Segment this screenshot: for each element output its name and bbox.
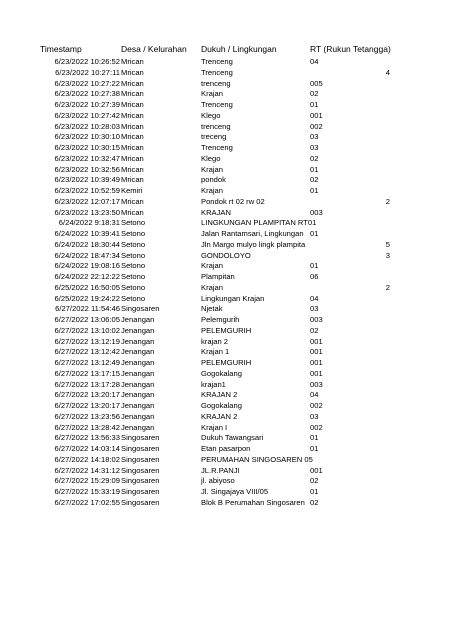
cell-dukuh: KRAJAN [201,207,231,217]
cell-desa: Singosaren [121,454,160,464]
cell-desa: Mrican [121,67,144,77]
header-desa: Desa / Kelurahan [121,44,187,54]
table-row [0,208,474,219]
cell-dukuh: treceng [201,132,227,142]
cell-desa: Jenangan [121,379,155,389]
cell-rt: 02 [310,497,319,507]
cell-desa: Mrican [121,100,144,109]
cell-dukuh: Krajan I [201,422,228,432]
cell-rt: 02 [310,175,319,185]
cell-timestamp: 6/25/2022 16:50:05 [54,282,120,292]
cell-dukuh: Krajan [201,164,223,174]
table-row [0,358,474,369]
cell-dukuh: Trenceng [201,143,233,152]
cell-desa: Setono [121,250,146,260]
cell-timestamp: 6/23/2022 10:27:22 [54,78,120,88]
cell-desa: Jenangan [121,411,155,421]
cell-timestamp: 6/23/2022 10:27:42 [54,110,120,120]
cell-dukuh: Gogokalang [201,368,242,378]
cell-dukuh: pondok [201,175,226,185]
cell-desa: Setono [121,282,146,292]
cell-dukuh: Plampitan [201,272,235,281]
cell-timestamp: 6/27/2022 14:31:12 [54,465,120,475]
cell-rt: 002 [310,422,323,432]
cell-rt: 03 [310,304,319,314]
table-row [0,283,474,294]
cell-desa: Mrican [121,196,144,206]
cell-dukuh: Krajan [201,89,223,99]
cell-dukuh: Etan pasarpon [201,444,251,453]
cell-timestamp: 6/27/2022 13:17:15 [54,368,120,378]
table-row [0,132,474,143]
cell-desa: Mrican [121,164,144,174]
cell-dukuh: Pelemgurih [201,315,240,324]
cell-rt: 04 [310,57,319,66]
cell-desa: Setono [121,239,146,249]
cell-timestamp: 6/24/2022 9:18:31 [58,218,120,228]
table-row [0,251,474,262]
table-row [0,57,474,68]
cell-desa: Mrican [121,143,144,152]
cell-desa: Singosaren [121,497,160,507]
cell-dukuh: Krajan 1 [201,347,230,357]
cell-dukuh: Trenceng [201,100,233,109]
cell-desa: Setono [121,293,146,303]
cell-rt: 001 [310,465,323,475]
cell-rw: 3 [385,250,390,260]
cell-timestamp: 6/23/2022 10:30:15 [54,143,120,152]
cell-dukuh: PELEMGURIH [201,358,252,367]
cell-dukuh: trenceng [201,121,231,131]
cell-rt: 04 [310,390,319,400]
table-row [0,186,474,197]
table-row [0,79,474,90]
cell-desa: Singosaren [121,433,160,443]
table-row [0,294,474,305]
cell-rt: 003 [310,379,323,389]
cell-rt: 003 [310,207,323,217]
cell-dukuh: Pondok rt 02 rw 02 [201,196,265,206]
cell-dukuh: GONDOLOYO [201,250,251,260]
table-row [0,380,474,391]
cell-dukuh: Jln Margo mulyo lingk plampita [201,239,306,249]
cell-dukuh: Krajan [201,186,223,195]
cell-desa: Jenangan [121,325,155,335]
cell-timestamp: 6/27/2022 13:12:42 [54,347,120,357]
cell-dukuh: Klego [201,110,221,120]
cell-rt: 01 [310,487,319,496]
cell-dukuh: Gogokalang [201,401,242,410]
cell-rt: 001 [310,368,323,378]
cell-dukuh: Krajan [201,282,223,292]
cell-desa: Jenangan [121,368,155,378]
table-row [0,89,474,100]
cell-timestamp: 6/24/2022 19:08:16 [54,261,120,271]
cell-desa: Setono [121,261,146,271]
cell-timestamp: 6/23/2022 10:32:56 [54,164,120,174]
cell-rt: 001 [310,110,323,120]
cell-dukuh: krajan1 [201,379,226,389]
cell-rt: 01 [310,186,319,195]
cell-rt: 001 [310,336,323,346]
cell-desa: Mrican [121,78,144,88]
cell-desa: Mrican [121,153,144,163]
cell-rt: 01 [310,100,319,109]
cell-desa: Singosaren [121,444,160,453]
cell-timestamp: 6/27/2022 13:28:42 [54,422,120,432]
cell-desa: Mrican [121,89,144,99]
cell-timestamp: 6/23/2022 10:26:52 [54,57,120,66]
cell-rt: 003 [310,315,323,324]
cell-desa: Singosaren [121,476,160,486]
header-rt: RT (Rukun Tetangga) [310,44,391,54]
table-row [0,498,474,509]
cell-rt: 04 [310,293,319,303]
table-row [0,229,474,240]
cell-desa: Singosaren [121,465,160,475]
cell-timestamp: 6/23/2022 10:39:49 [54,175,120,185]
cell-dukuh: JL.R.PANJI [201,465,240,475]
cell-rt: 01 [310,444,319,453]
table-row [0,326,474,337]
table-row [0,154,474,165]
cell-dukuh: Blok B Perumahan Singosaren [201,497,305,507]
cell-desa: Jenangan [121,358,155,367]
cell-rt: 01 [310,164,319,174]
cell-timestamp: 6/23/2022 10:32:47 [54,153,120,163]
cell-rt: 02 [310,476,319,486]
table-row [0,369,474,380]
table-row [0,100,474,111]
table-row [0,261,474,272]
cell-timestamp: 6/24/2022 10:39:41 [54,229,120,238]
cell-rt: 01 [310,229,319,238]
cell-dukuh: trenceng [201,78,231,88]
cell-desa: Jenangan [121,422,155,432]
cell-timestamp: 6/27/2022 17:02:55 [54,497,120,507]
table-row [0,197,474,208]
table-row [0,401,474,412]
cell-timestamp: 6/27/2022 15:33:19 [54,487,120,496]
cell-dukuh: Trenceng [201,57,233,66]
cell-timestamp: 6/27/2022 13:20:17 [54,390,120,400]
cell-timestamp: 6/23/2022 10:27:39 [54,100,120,109]
cell-rt: 03 [310,411,319,421]
cell-dukuh: PERUMAHAN SINGOSAREN 05 [201,454,313,464]
cell-rt: 002 [310,401,323,410]
table-row [0,68,474,79]
header-dukuh: Dukuh / Lingkungan [201,44,277,54]
cell-desa: Setono [121,229,146,238]
cell-desa: Mrican [121,175,144,185]
table-row [0,218,474,229]
cell-timestamp: 6/23/2022 10:27:11 [55,67,120,77]
table-row [0,390,474,401]
cell-dukuh: KRAJAN 2 [201,411,238,421]
cell-timestamp: 6/23/2022 10:27:38 [54,89,120,99]
cell-desa: Mrican [121,57,144,66]
cell-rt: 001 [310,358,323,367]
cell-timestamp: 6/27/2022 13:06:05 [54,315,120,324]
cell-desa: Mrican [121,110,144,120]
cell-timestamp: 6/23/2022 10:30:10 [54,132,120,142]
cell-desa: Jenangan [121,315,155,324]
table-row [0,315,474,326]
table-row [0,337,474,348]
cell-rt: 01 [310,433,319,443]
cell-rw: 2 [385,196,390,206]
cell-dukuh: PELEMGURIH [201,325,252,335]
cell-timestamp: 6/27/2022 13:20:17 [54,401,120,410]
cell-timestamp: 6/27/2022 14:18:02 [54,454,120,464]
cell-timestamp: 6/27/2022 13:56:33 [54,433,120,443]
cell-rw: 5 [385,239,390,249]
table-row [0,165,474,176]
table-row [0,476,474,487]
cell-rt: 001 [310,347,323,357]
cell-dukuh: Lingkungan Krajan [201,293,265,303]
cell-timestamp: 6/23/2022 13:23:50 [54,207,120,217]
cell-desa: Jenangan [121,347,155,357]
cell-timestamp: 6/23/2022 12:07:17 [54,196,120,206]
table-row [0,143,474,154]
cell-desa: Mrican [121,132,144,142]
cell-timestamp: 6/27/2022 13:12:19 [54,336,120,346]
cell-dukuh: krajan 2 [201,336,229,346]
cell-timestamp: 6/25/2022 19:24:22 [54,293,120,303]
table-row [0,240,474,251]
cell-timestamp: 6/27/2022 11:54:46 [55,304,120,314]
table-row [0,122,474,133]
data-rows [0,57,474,509]
header-timestamp: Timestamp [40,44,82,54]
table-row [0,487,474,498]
table-row [0,412,474,423]
table-row [0,433,474,444]
table-row [0,304,474,315]
cell-rw: 4 [385,67,390,77]
table-row [0,423,474,434]
cell-dukuh: KRAJAN 2 [201,390,238,400]
table-row [0,272,474,283]
cell-timestamp: 6/24/2022 18:30:44 [54,239,120,249]
cell-dukuh: Dukuh Tawangsari [201,433,264,443]
cell-desa: Jenangan [121,336,155,346]
cell-desa: Setono [121,218,146,228]
cell-rt: 02 [310,89,319,99]
cell-desa: Kemiri [121,186,143,195]
table-row [0,175,474,186]
cell-timestamp: 6/23/2022 10:28:03 [54,121,120,131]
cell-timestamp: 6/24/2022 22:12:22 [54,272,120,281]
table-row [0,111,474,122]
cell-dukuh: Njetak [201,304,223,314]
cell-rt: 06 [310,272,319,281]
cell-rw: 2 [385,282,390,292]
cell-rt: 01 [310,261,319,271]
cell-dukuh: Jalan Rantamsari, Lingkungan [201,229,304,238]
cell-desa: Singosaren [121,487,160,496]
cell-timestamp: 6/27/2022 13:23:56 [54,411,120,421]
cell-dukuh: jl. abiyoso [201,476,235,486]
cell-desa: Mrican [121,207,144,217]
cell-rt: 03 [310,132,319,142]
table-row [0,466,474,477]
cell-dukuh: Krajan [201,261,223,271]
cell-rt: 03 [310,143,319,152]
cell-dukuh: LINGKUNGAN PLAMPITAN RT01 [201,218,317,228]
table-row [0,444,474,455]
cell-timestamp: 6/27/2022 13:12:49 [54,358,120,367]
table-row [0,455,474,466]
cell-rt: 02 [310,153,319,163]
cell-dukuh: Trenceng [201,67,233,77]
cell-rt: 005 [310,78,323,88]
cell-desa: Setono [121,272,146,281]
cell-timestamp: 6/27/2022 13:10:02 [54,325,120,335]
cell-desa: Singosaren [121,304,160,314]
cell-timestamp: 6/27/2022 13:17:28 [54,379,120,389]
cell-dukuh: Jl. Singajaya VIII/05 [201,487,269,496]
cell-dukuh: Klego [201,153,221,163]
cell-rt: 02 [310,325,319,335]
cell-timestamp: 6/24/2022 18:47:34 [54,250,120,260]
table-row [0,347,474,358]
cell-rt: 002 [310,121,323,131]
cell-timestamp: 6/23/2022 10:52:59 [54,186,120,195]
cell-desa: Jenangan [121,390,155,400]
cell-desa: Mrican [121,121,144,131]
cell-timestamp: 6/27/2022 14:03:14 [54,444,120,453]
cell-timestamp: 6/27/2022 15:29:09 [54,476,120,486]
cell-desa: Jenangan [121,401,155,410]
